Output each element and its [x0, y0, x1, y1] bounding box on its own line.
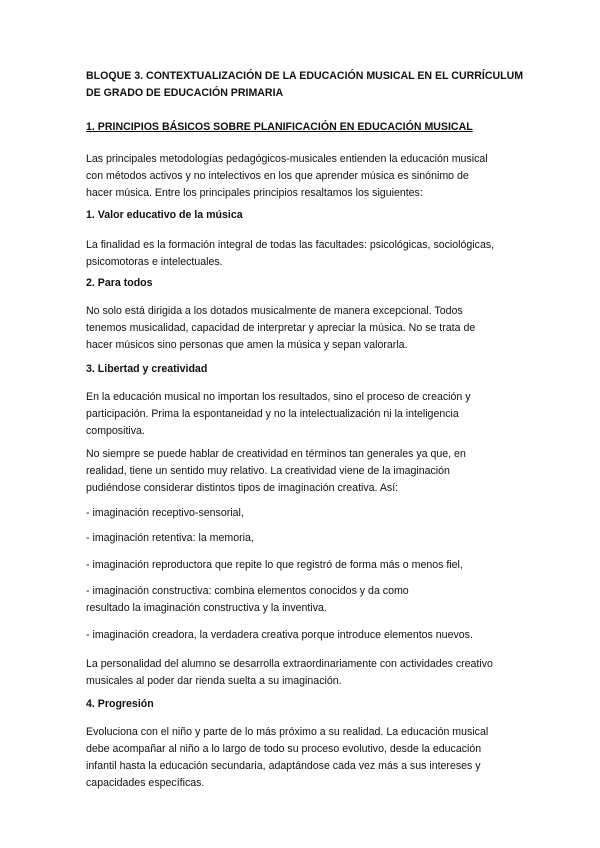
text-line: tenemos musicalidad, capacidad de interpretar y apreciar la música. No se trata de — [86, 322, 476, 334]
text-line: Evoluciona con el niño y parte de lo más próximo a su realidad. La educación musical — [86, 726, 489, 738]
text-line: No siempre se puede hablar de creatividad en términos tan generales ya que, en — [86, 448, 466, 460]
principle-3-paragraph-a — [86, 389, 518, 440]
text-line: psicomotoras e intelectuales. — [86, 256, 223, 268]
text-line: compositiva. — [86, 425, 145, 437]
title-line: BLOQUE 3. CONTEXTUALIZACIÓN DE LA EDUCACIÓN MUSICAL EN EL CURRÍCULUM — [86, 70, 524, 82]
list-item: - imaginación receptivo-sensorial, — [86, 507, 244, 519]
principle-2-paragraph — [86, 303, 518, 354]
principle-2-heading: 2. Para todos — [86, 277, 153, 289]
text-line: musicales al poder dar rienda suelta a su imaginación. — [86, 675, 342, 687]
principle-3-paragraph-c — [86, 656, 518, 690]
list-item: - imaginación reproductora que repite lo que registró de forma más o menos fiel, — [86, 559, 463, 571]
document-title — [86, 68, 524, 102]
text-line: Las principales metodologías pedagógicos-musicales entienden la educación musical — [86, 153, 488, 165]
text-line: con métodos activos y no intelectivos en los que aprender música es sinónimo de — [86, 170, 469, 182]
list-item: - imaginación creadora, la verdadera creativa porque introduce elementos nuevos. — [86, 629, 473, 641]
text-line: La personalidad del alumno se desarrolla extraordinariamente con actividades creativo — [86, 658, 493, 670]
principle-1-heading: 1. Valor educativo de la música — [86, 209, 243, 221]
text-line: hacer música. Entre los principales principios resaltamos los siguientes: — [86, 187, 423, 199]
list-item: - imaginación retentiva: la memoria, — [86, 532, 254, 544]
principle-4-heading: 4. Progresión — [86, 698, 154, 710]
text-line: resultado la imaginación constructiva y la inventiva. — [86, 602, 327, 614]
text-line: participación. Prima la espontaneidad y no la intelectualización ni la inteligencia — [86, 408, 459, 420]
principle-4-paragraph — [86, 724, 518, 792]
text-line: capacidades específicas. — [86, 777, 205, 789]
text-line: debe acompañar al niño a lo largo de todo su proceso evolutivo, desde la educación — [86, 743, 482, 755]
principle-3-heading: 3. Libertad y creatividad — [86, 363, 208, 375]
text-line: hacer músicos sino personas que amen la música y sepan valorarla. — [86, 339, 408, 351]
title-line: DE GRADO DE EDUCACIÓN PRIMARIA — [86, 87, 284, 99]
text-line: No solo está dirigida a los dotados musicalmente de manera excepcional. Todos — [86, 305, 463, 317]
principle-1-paragraph — [86, 237, 518, 271]
text-line: infantil hasta la educación secundaria, adaptándose cada vez más a sus intereses y — [86, 760, 481, 772]
text-line: En la educación musical no importan los resultados, sino el proceso de creación y — [86, 391, 471, 403]
section-heading: 1. PRINCIPIOS BÁSICOS SOBRE PLANIFICACIÓN EN EDUCACIÓN MUSICAL — [86, 121, 473, 133]
text-line: - imaginación constructiva: combina elementos conocidos y da como — [86, 585, 409, 597]
text-line: La finalidad es la formación integral de todas las facultades: psicológicas, sociológicas, — [86, 239, 495, 251]
principle-3-paragraph-b — [86, 446, 518, 497]
intro-paragraph — [86, 151, 518, 202]
text-line: realidad, tiene un sentido muy relativo. La creatividad viene de la imaginación — [86, 465, 450, 477]
text-line: pudiéndose considerar distintos tipos de imaginación creativa. Así: — [86, 482, 399, 494]
list-item — [86, 583, 518, 617]
